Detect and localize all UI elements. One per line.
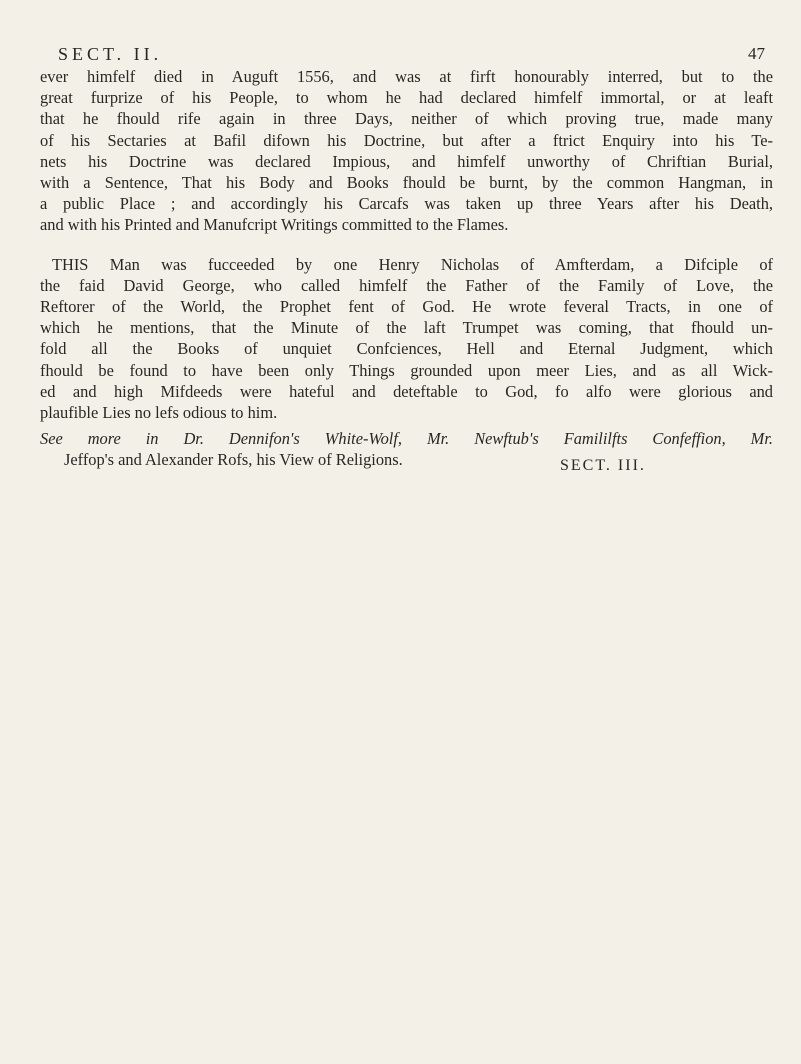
text-line: fold all the Books of unquiet Confciences, Hell and Eternal Judgment, which [40, 339, 773, 359]
text-line: See more in Dr. Dennifon's White-Wolf, Mr. Newftub's Famililfts Confeffion, Mr. [40, 429, 773, 449]
text-line: ever himfelf died in Auguft 1556, and was at firft honourably interred, but to the [40, 67, 773, 86]
text-line: Jeffop's and Alexander Rofs, his View of Religions. [64, 450, 403, 470]
text-line: Reftorer of the World, the Prophet fent of God. He wrote feveral Tracts, in one of [40, 297, 773, 317]
text-line: fhould be found to have been only Things grounded upon meer Lies, and as all Wick- [40, 360, 773, 380]
text-line: great furprize of his People, to whom he had declared himfelf immortal, or at leaft [40, 88, 773, 108]
see-more-reference [40, 428, 773, 470]
paragraph-1 [40, 66, 773, 236]
text-line: ed and high Mifdeeds were hateful and deteftable to God, fo alfo were glorious and [40, 381, 773, 401]
catchword: SECT. III. [560, 457, 646, 474]
text-line: of his Sectaries at Bafil difown his Doctrine, but after a ftrict Enquiry into his Te- [40, 130, 773, 150]
page-number: 47 [748, 44, 765, 63]
text-line: that he fhould rife again in three Days, neither of which proving true, made many [40, 109, 773, 129]
body-text [40, 66, 773, 471]
text-line: with a Sentence, That his Body and Books fhould be burnt, by the common Hangman, in [40, 173, 773, 193]
page-header [58, 44, 765, 68]
paragraph-2 [40, 254, 773, 424]
text-line: THIS Man was fucceeded by one Henry Nicholas of Amfterdam, a Difciple of [52, 254, 773, 274]
text-line: a public Place ; and accordingly his Carcafs was taken up three Years after his Death, [40, 194, 773, 214]
text-line: nets his Doctrine was declared Impious, and himfelf unworthy of Chriftian Burial, [40, 151, 773, 171]
text-line: and with his Printed and Manufcript Writings committed to the Flames. [40, 215, 509, 235]
text-line: plaufible Lies no lefs odious to him. [40, 403, 278, 423]
text-line: the faid David George, who called himfelf the Father of the Family of Love, the [40, 275, 773, 295]
running-head: SECT. II. [58, 44, 163, 64]
text-line: which he mentions, that the Minute of the laft Trumpet was coming, that fhould un- [40, 318, 773, 338]
